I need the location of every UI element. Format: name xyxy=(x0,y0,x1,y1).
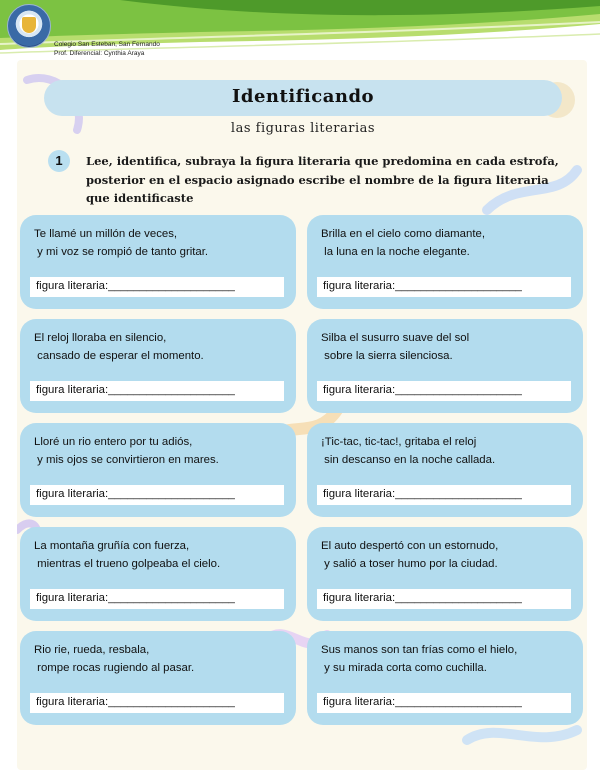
school-info xyxy=(54,41,160,58)
verse-text: Lloré un rio entero por tu adiós, y mis ojos se convirtieron en mares. xyxy=(34,436,219,466)
answer-field[interactable] xyxy=(30,277,284,297)
school-name: Colegio San Esteban, San Fernando xyxy=(54,41,160,48)
answer-field[interactable] xyxy=(317,277,571,297)
exercise-card xyxy=(307,215,583,309)
verse-text: Te llamé un millón de veces, y mi voz se rompió de tanto gritar. xyxy=(34,228,209,258)
instructions-text: Lee, identifica, subraya la figura literaria que predomina en cada estrofa, posterior en el espacio asignado escribe el nombre de la figura literaria que identificaste xyxy=(86,154,559,205)
answer-label: figura literaria:____________________ xyxy=(323,592,522,604)
exercise-card xyxy=(20,423,296,517)
exercise-card xyxy=(307,631,583,725)
answer-label: figura literaria:____________________ xyxy=(36,280,235,292)
answer-field[interactable] xyxy=(30,693,284,713)
verse-text: ¡Tic-tac, tic-tac!, gritaba el reloj sin descanso en la noche callada. xyxy=(321,436,496,466)
answer-label: figura literaria:____________________ xyxy=(36,384,235,396)
answer-label: figura literaria:____________________ xyxy=(36,488,235,500)
teacher-name: Prof. Diferencial: Cynthia Araya xyxy=(54,49,145,57)
exercise-card xyxy=(307,319,583,413)
item-number-badge: 1 xyxy=(48,150,70,172)
answer-label: figura literaria:____________________ xyxy=(323,696,522,708)
verse-text: Rio rie, rueda, resbala, rompe rocas rugiendo al pasar. xyxy=(34,644,195,674)
answer-field[interactable] xyxy=(317,485,571,505)
answer-label: figura literaria:____________________ xyxy=(36,696,235,708)
exercise-card xyxy=(20,215,296,309)
answer-label: figura literaria:____________________ xyxy=(323,280,522,292)
exercise-card xyxy=(307,423,583,517)
answer-field[interactable] xyxy=(30,381,284,401)
verse-text: El auto despertó con un estornudo, y salió a toser humo por la ciudad. xyxy=(321,540,499,570)
answer-field[interactable] xyxy=(30,485,284,505)
exercise-card xyxy=(20,631,296,725)
worksheet-title: Identificando xyxy=(231,86,375,107)
exercise-card xyxy=(307,527,583,621)
answer-field[interactable] xyxy=(317,381,571,401)
answer-label: figura literaria:____________________ xyxy=(323,488,522,500)
worksheet-subtitle: las figuras literarias xyxy=(230,121,376,136)
verse-text: Brilla en el cielo como diamante, la luna en la noche elegante. xyxy=(321,228,485,258)
answer-field[interactable] xyxy=(317,693,571,713)
answer-label: figura literaria:____________________ xyxy=(323,384,522,396)
verse-text: El reloj lloraba en silencio, cansado de esperar el momento. xyxy=(34,332,204,362)
verse-text: Silba el susurro suave del sol sobre la sierra silenciosa. xyxy=(321,332,470,362)
verse-text: La montaña gruñía con fuerza, mientras el trueno golpeaba el cielo. xyxy=(34,540,221,570)
answer-field[interactable] xyxy=(30,589,284,609)
school-logo xyxy=(7,4,51,48)
answer-field[interactable] xyxy=(317,589,571,609)
exercise-card xyxy=(20,319,296,413)
exercise-card xyxy=(20,527,296,621)
answer-label: figura literaria:____________________ xyxy=(36,592,235,604)
verse-text: Sus manos son tan frías como el hielo, y su mirada corta como cuchilla. xyxy=(321,644,518,674)
